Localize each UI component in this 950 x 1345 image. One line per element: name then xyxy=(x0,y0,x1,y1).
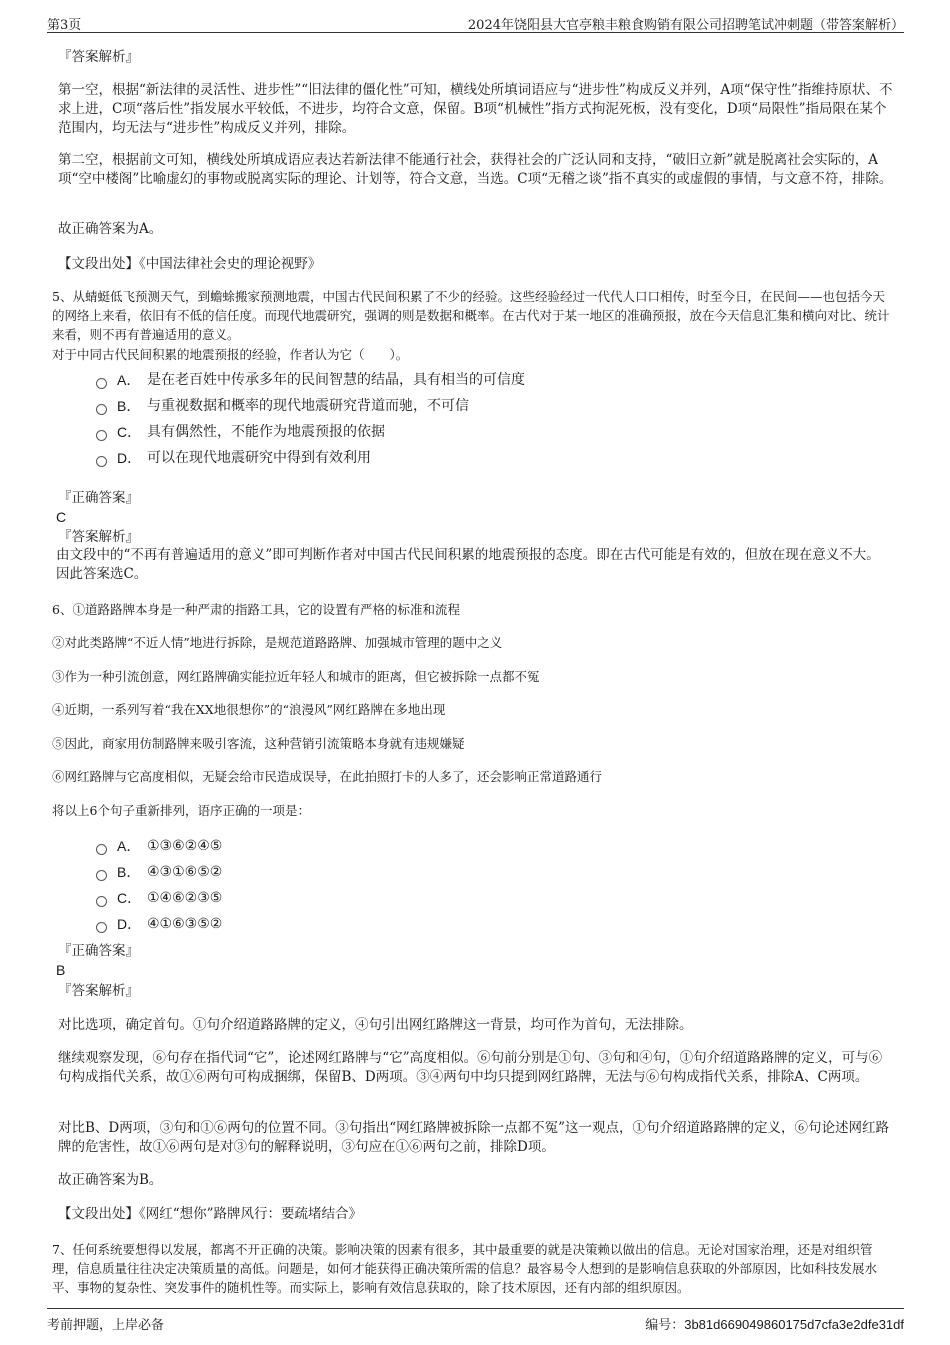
q6-analysis-para1: 对比选项，确定首句。①句介绍道路路牌的定义，④句引出网红路牌这一背景，均可作为首句，无法排除。 xyxy=(58,1017,693,1033)
q5-option-b[interactable]: B． 与重视数据和概率的现代地震研究背道而驰，不可信 xyxy=(96,396,469,416)
q5-analysis-label: 『答案解析』 xyxy=(58,529,139,545)
radio-icon[interactable] xyxy=(96,844,107,855)
q5-option-a[interactable]: A． 是在老百姓中传承多年的民间智慧的结晶，具有相当的可信度 xyxy=(96,370,525,390)
q4-analysis-para2: 第二空，根据前文可知，横线处所填成语应表达若新法律不能通行社会，获得社会的广泛认同和支持，“破旧立新”就是脱离社会实际的，A项“空中楼阁”比喻虚幻的事物或脱离实际的理论、计划等，符合文意，当选。C项“无稽之谈”指不真实的或虚假的事情，与文意不符，排除。 xyxy=(58,152,893,187)
q6-option-d[interactable]: D． ④①⑥③⑤② xyxy=(96,914,222,934)
q5-correct-answer: C xyxy=(56,509,67,525)
q5-stem: 5、从蜻蜓低飞预测天气，到蟾蜍搬家预测地震，中国古代民间积累了不少的经验。这些经验经过一代代人口口相传，时至今日，在民间——也包括今天的网络上来看，依旧有不低的信任度。而现代地震研究，强调的则是数据和概率。在古代对于某一地区的准确预报，放在今天信息汇集和横向对比、统计来看，则不再有普遍适用的意义。 xyxy=(52,289,890,342)
q6-sentence-5: ⑤因此，商家用仿制路牌来吸引客流，这种营销引流策略本身就有违规嫌疑 xyxy=(52,736,465,751)
document-code: 编号：3b81d669049860175d7cfa3e2dfe31df xyxy=(645,1317,904,1332)
q6-option-a[interactable]: A． ①③⑥②④⑤ xyxy=(96,836,222,856)
page-number: 第3页 xyxy=(47,18,82,33)
q6-sentence-2: ②对此类路牌“不近人情”地进行拆除，是规范道路路牌、加强城市管理的题中之义 xyxy=(52,635,503,650)
q6-correct-answer: B xyxy=(56,962,66,978)
q5-option-d[interactable]: D． 可以在现代地震研究中得到有效利用 xyxy=(96,448,371,468)
q5-correct-label: 『正确答案』 xyxy=(58,490,139,506)
q6-correct-label: 『正确答案』 xyxy=(58,943,139,959)
q6-source: 【文段出处】《网红“想你”路牌风行：要疏堵结合》 xyxy=(58,1206,363,1222)
q4-conclusion: 故正确答案为A。 xyxy=(58,221,163,237)
footer-slogan: 考前押题，上岸必备 xyxy=(47,1318,165,1333)
page-footer xyxy=(47,1308,904,1335)
q4-analysis-label: 『答案解析』 xyxy=(58,49,139,65)
q5-option-c[interactable]: C． 具有偶然性，不能作为地震预报的依据 xyxy=(96,422,385,442)
q6-question: 将以上6个句子重新排列，语序正确的一项是： xyxy=(52,803,310,818)
q6-analysis-label: 『答案解析』 xyxy=(58,983,139,999)
q6-sentence-3: ③作为一种引流创意，网红路牌确实能拉近年轻人和城市的距离，但它被拆除一点都不冤 xyxy=(52,669,540,684)
q6-conclusion: 故正确答案为B。 xyxy=(58,1172,163,1188)
q6-analysis-para3: 对比B、D两项，③句和①⑥两句的位置不同。③句指出“网红路牌被拆除一点都不冤”这一观点，①句介绍道路路牌的定义，⑥句论述网红路牌的危害性，故①⑥两句是对③句的解释说明，③句应在①⑥两句之前，排除D项。 xyxy=(58,1120,890,1155)
q5-question: 对于中同古代民间积累的地震预报的经验，作者认为它（ ）。 xyxy=(52,347,409,362)
q5-analysis: 由文段中的“不再有普遍适用的意义”即可判断作者对中国古代民间积累的地震预报的态度。即在古代可能是有效的，但放在现在意义不大。因此答案选C。 xyxy=(56,547,880,582)
q6-sentence-6: ⑥网红路牌与它高度相似，无疑会给市民造成误导，在此拍照打卡的人多了，还会影响正常道路通行 xyxy=(52,769,603,784)
q7-stem: 7、任何系统要想得以发展，都离不开正确的决策。影响决策的因素有很多，其中最重要的就是决策赖以做出的信息。无论对国家治理，还是对组织管理，信息质量往往决定决策质量的高低。问题是，如何才能获得正确决策所需的信息？最容易令人想到的是影响信息获取的外部原因，比如科技发展水平、事物的复杂性、突发事件的随机性等。而实际上，影响有效信息获取的，除了技术原因，还有内部的组织原因。 xyxy=(52,1242,878,1295)
q4-analysis-para1: 第一空，根据“新法律的灵活性、进步性”“旧法律的僵化性”可知，横线处所填词语应与“进步性”构成反义并列，A项“保守性”指维持原状、不求上进，C项“落后性”指发展水平较低，不进步，均符合文意，保留。B项“机械性”指方式拘泥死板，没有变化，D项“局限性”指局限在某个范围内，均无法与“进步性”构成反义并列，排除。 xyxy=(58,82,893,136)
q4-source: 【文段出处】《中国法律社会史的理论视野》 xyxy=(58,256,322,272)
q6-sentence-1: 6、①道路路牌本身是一种严肃的指路工具，它的设置有严格的标准和流程 xyxy=(52,602,460,617)
document-title: 2024年饶阳县大官亭粮丰粮食购销有限公司招聘笔试冲刺题（带答案解析） xyxy=(467,18,904,33)
q6-option-b[interactable]: B． ④③①⑥⑤② xyxy=(96,862,222,882)
q6-option-c[interactable]: C． ①④⑥②③⑤ xyxy=(96,888,222,908)
q6-sentence-4: ④近期，一系列写着“我在XX地很想你”的“浪漫风”网红路牌在多地出现 xyxy=(52,702,446,717)
radio-icon[interactable] xyxy=(96,896,107,907)
radio-icon[interactable] xyxy=(96,922,107,933)
radio-icon[interactable] xyxy=(96,456,107,467)
radio-icon[interactable] xyxy=(96,870,107,881)
radio-icon[interactable] xyxy=(96,378,107,389)
radio-icon[interactable] xyxy=(96,430,107,441)
page-header xyxy=(47,10,904,33)
q6-analysis-para2: 继续观察发现，⑥句存在指代词“它”，论述网红路牌与“它”高度相似。⑥句前分别是①句、③句和④句，①句介绍道路路牌的定义，可与⑥句构成指代关系，故①⑥两句可构成捆绑，保留B、D两项。③④两句中均只提到网红路牌，无法与⑥句构成指代关系，排除A、C两项。 xyxy=(58,1050,883,1085)
radio-icon[interactable] xyxy=(96,404,107,415)
